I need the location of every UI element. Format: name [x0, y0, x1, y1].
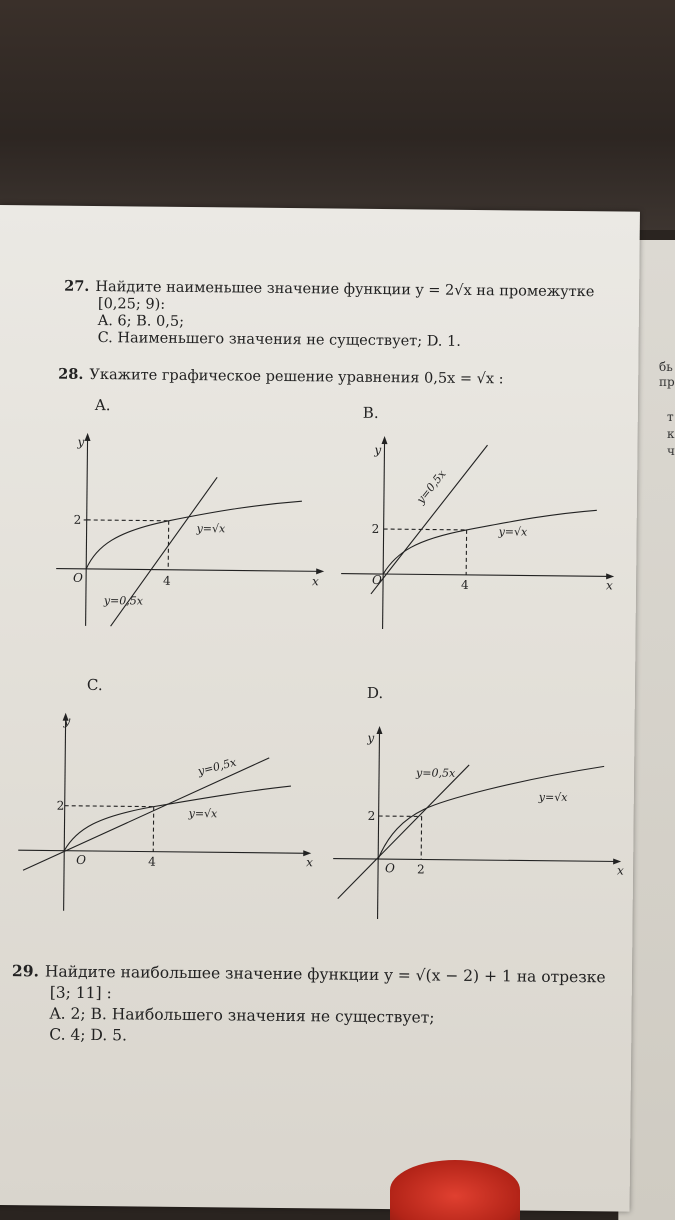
graph-c [18, 710, 320, 918]
graph-a [56, 431, 328, 634]
root-label: y=√x [538, 791, 569, 804]
edge-fragment: т [667, 410, 674, 424]
x-axis-label: x [617, 863, 624, 877]
root-label: y=√x [498, 525, 529, 538]
task-options: C. Наименьшего значения не существует; D. 1. [64, 330, 624, 353]
y-tick: 2 [372, 522, 380, 536]
y-axis-label: y [76, 435, 84, 449]
x-tick: 4 [163, 574, 171, 588]
y-axis-label: y [373, 443, 381, 457]
task-number: 27. [64, 278, 89, 295]
task-interval: [0,25; 9): [64, 296, 624, 319]
task-options: A. 2; B. Наибольшего значения не существует; [11, 1003, 621, 1030]
y-tick: 2 [74, 513, 82, 527]
task-question: Найдите наименьшее значение функции y = 2√x на промежутке [95, 279, 594, 300]
edge-fragment: бь [659, 360, 673, 374]
line-label: y=0,5x [413, 467, 449, 507]
y-tick: 2 [368, 809, 376, 823]
variant-a-letter: A. [95, 396, 111, 414]
edge-fragment: ч [667, 444, 675, 458]
line-label: y=0,5x [415, 766, 456, 779]
x-axis-label: x [312, 574, 319, 588]
y-axis [86, 436, 88, 626]
x-tick: 2 [417, 862, 425, 876]
task-question: Укажите графическое решение уравнения 0,5x = √x : [89, 367, 503, 387]
y-tick: 2 [57, 799, 65, 813]
root-label: y=√x [188, 807, 219, 820]
origin-label: O [73, 571, 83, 585]
x-axis-label: x [306, 855, 313, 869]
x-axis [56, 569, 321, 572]
x-tick: 4 [461, 578, 469, 592]
finger-shadow [390, 1160, 520, 1220]
x-axis-label: x [606, 578, 613, 592]
textbook-page [0, 205, 640, 1212]
background [0, 0, 675, 230]
task-27 [64, 278, 625, 353]
task-interval: [3; 11] : [12, 982, 622, 1009]
task-29 [11, 960, 622, 1051]
edge-fragment: к [667, 427, 675, 441]
task-options: C. 4; D. 5. [11, 1024, 621, 1051]
origin-label: O [385, 861, 395, 875]
dash-h [87, 520, 169, 521]
x-tick: 4 [148, 855, 156, 869]
line-label: y=0,5x [196, 756, 239, 779]
variant-d-letter: D. [367, 684, 383, 702]
dash-v [168, 521, 169, 570]
y-axis-label: y [366, 731, 374, 745]
variant-b-letter: B. [363, 404, 379, 422]
task-number: 28. [58, 366, 83, 383]
variant-c-letter: C. [87, 676, 103, 694]
graph-d [332, 724, 624, 927]
task-28 [58, 366, 618, 390]
edge-fragment: пр [659, 375, 675, 389]
line-label: y=0,5x [103, 594, 144, 607]
task-number: 29. [12, 961, 39, 980]
y-axis-label: y [63, 714, 71, 728]
graph-b [341, 434, 623, 637]
task-options: A. 6; B. 0,5; [64, 313, 624, 336]
origin-label: O [372, 573, 382, 587]
task-question: Найдите наибольшее значение функции y = √(x − 2) + 1 на отрезке [45, 963, 606, 987]
origin-label: O [76, 853, 86, 867]
root-label: y=√x [196, 522, 227, 535]
